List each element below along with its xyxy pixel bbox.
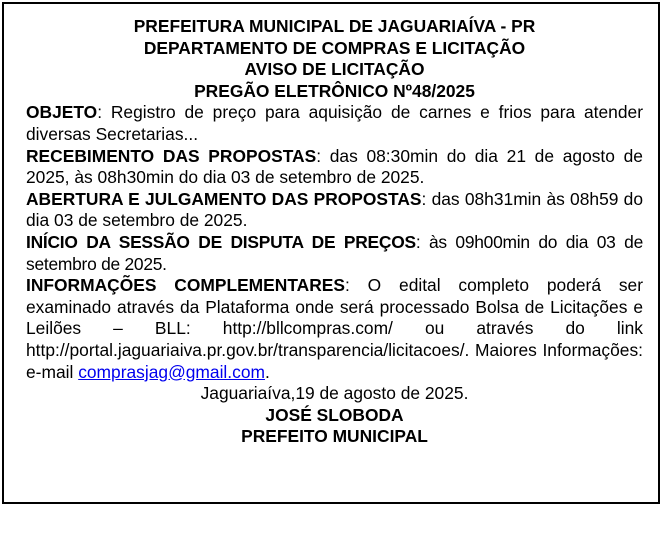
closing-date: Jaguariaíva,19 de agosto de 2025. (200, 383, 469, 404)
header-auction-number: PREGÃO ELETRÔNICO Nº48/2025 (194, 80, 475, 101)
header-department: DEPARTAMENTO DE COMPRAS E LICITAÇÃO (143, 37, 526, 58)
abertura-text: : das 08h31min às 08h59 do dia 03 de setembro de 2025. (26, 188, 643, 231)
objeto-paragraph (26, 102, 643, 145)
email-link[interactable]: comprasjag@gmail.com (78, 361, 265, 382)
abertura-label: ABERTURA E JULGAMENTO DAS PROPOSTAS (26, 188, 422, 209)
header-municipality: PREFEITURA MUNICIPAL DE JAGUARIAÍVA - PR (133, 16, 536, 36)
recebimento-text: : das 08:30min do dia 21 de agosto de 2025, às 08h30min do dia 03 de setembro de 2025. (26, 145, 643, 188)
recebimento-label: RECEBIMENTO DAS PROPOSTAS (26, 145, 317, 166)
recebimento-paragraph (26, 146, 643, 189)
header-notice-type: AVISO DE LICITAÇÃO (244, 59, 425, 80)
abertura-paragraph (26, 189, 643, 232)
inicio-paragraph (26, 232, 643, 275)
informacoes-text: : O edital completo poderá ser examinado através da Plataforma onde será processado Bolsa de Licitações e Leilões – BLL: http://bllcompras.com/ ou através do link http://portal.jaguariaiva.pr.gov.br/transparencia/licitacoes/. Maiores Informações: e-mail (26, 275, 643, 382)
signer-role: PREFEITO MUNICIPAL (241, 426, 428, 447)
inicio-text: : às 09h00min do dia 03 de setembro de 2025. (26, 231, 643, 274)
objeto-label: OBJETO (26, 102, 98, 123)
objeto-text: : Registro de preço para aquisição de carnes e frios para atender diversas Secretarias... (26, 102, 643, 144)
notice-box (2, 2, 660, 504)
informacoes-paragraph (26, 275, 643, 383)
informacoes-after-email: . (264, 361, 270, 382)
signer-name: JOSÉ SLOBODA (265, 404, 404, 425)
informacoes-label: INFORMAÇÕES COMPLEMENTARES (26, 275, 345, 296)
inicio-label: INÍCIO DA SESSÃO DE DISPUTA DE PREÇOS (26, 231, 416, 252)
notice-content (26, 16, 643, 448)
